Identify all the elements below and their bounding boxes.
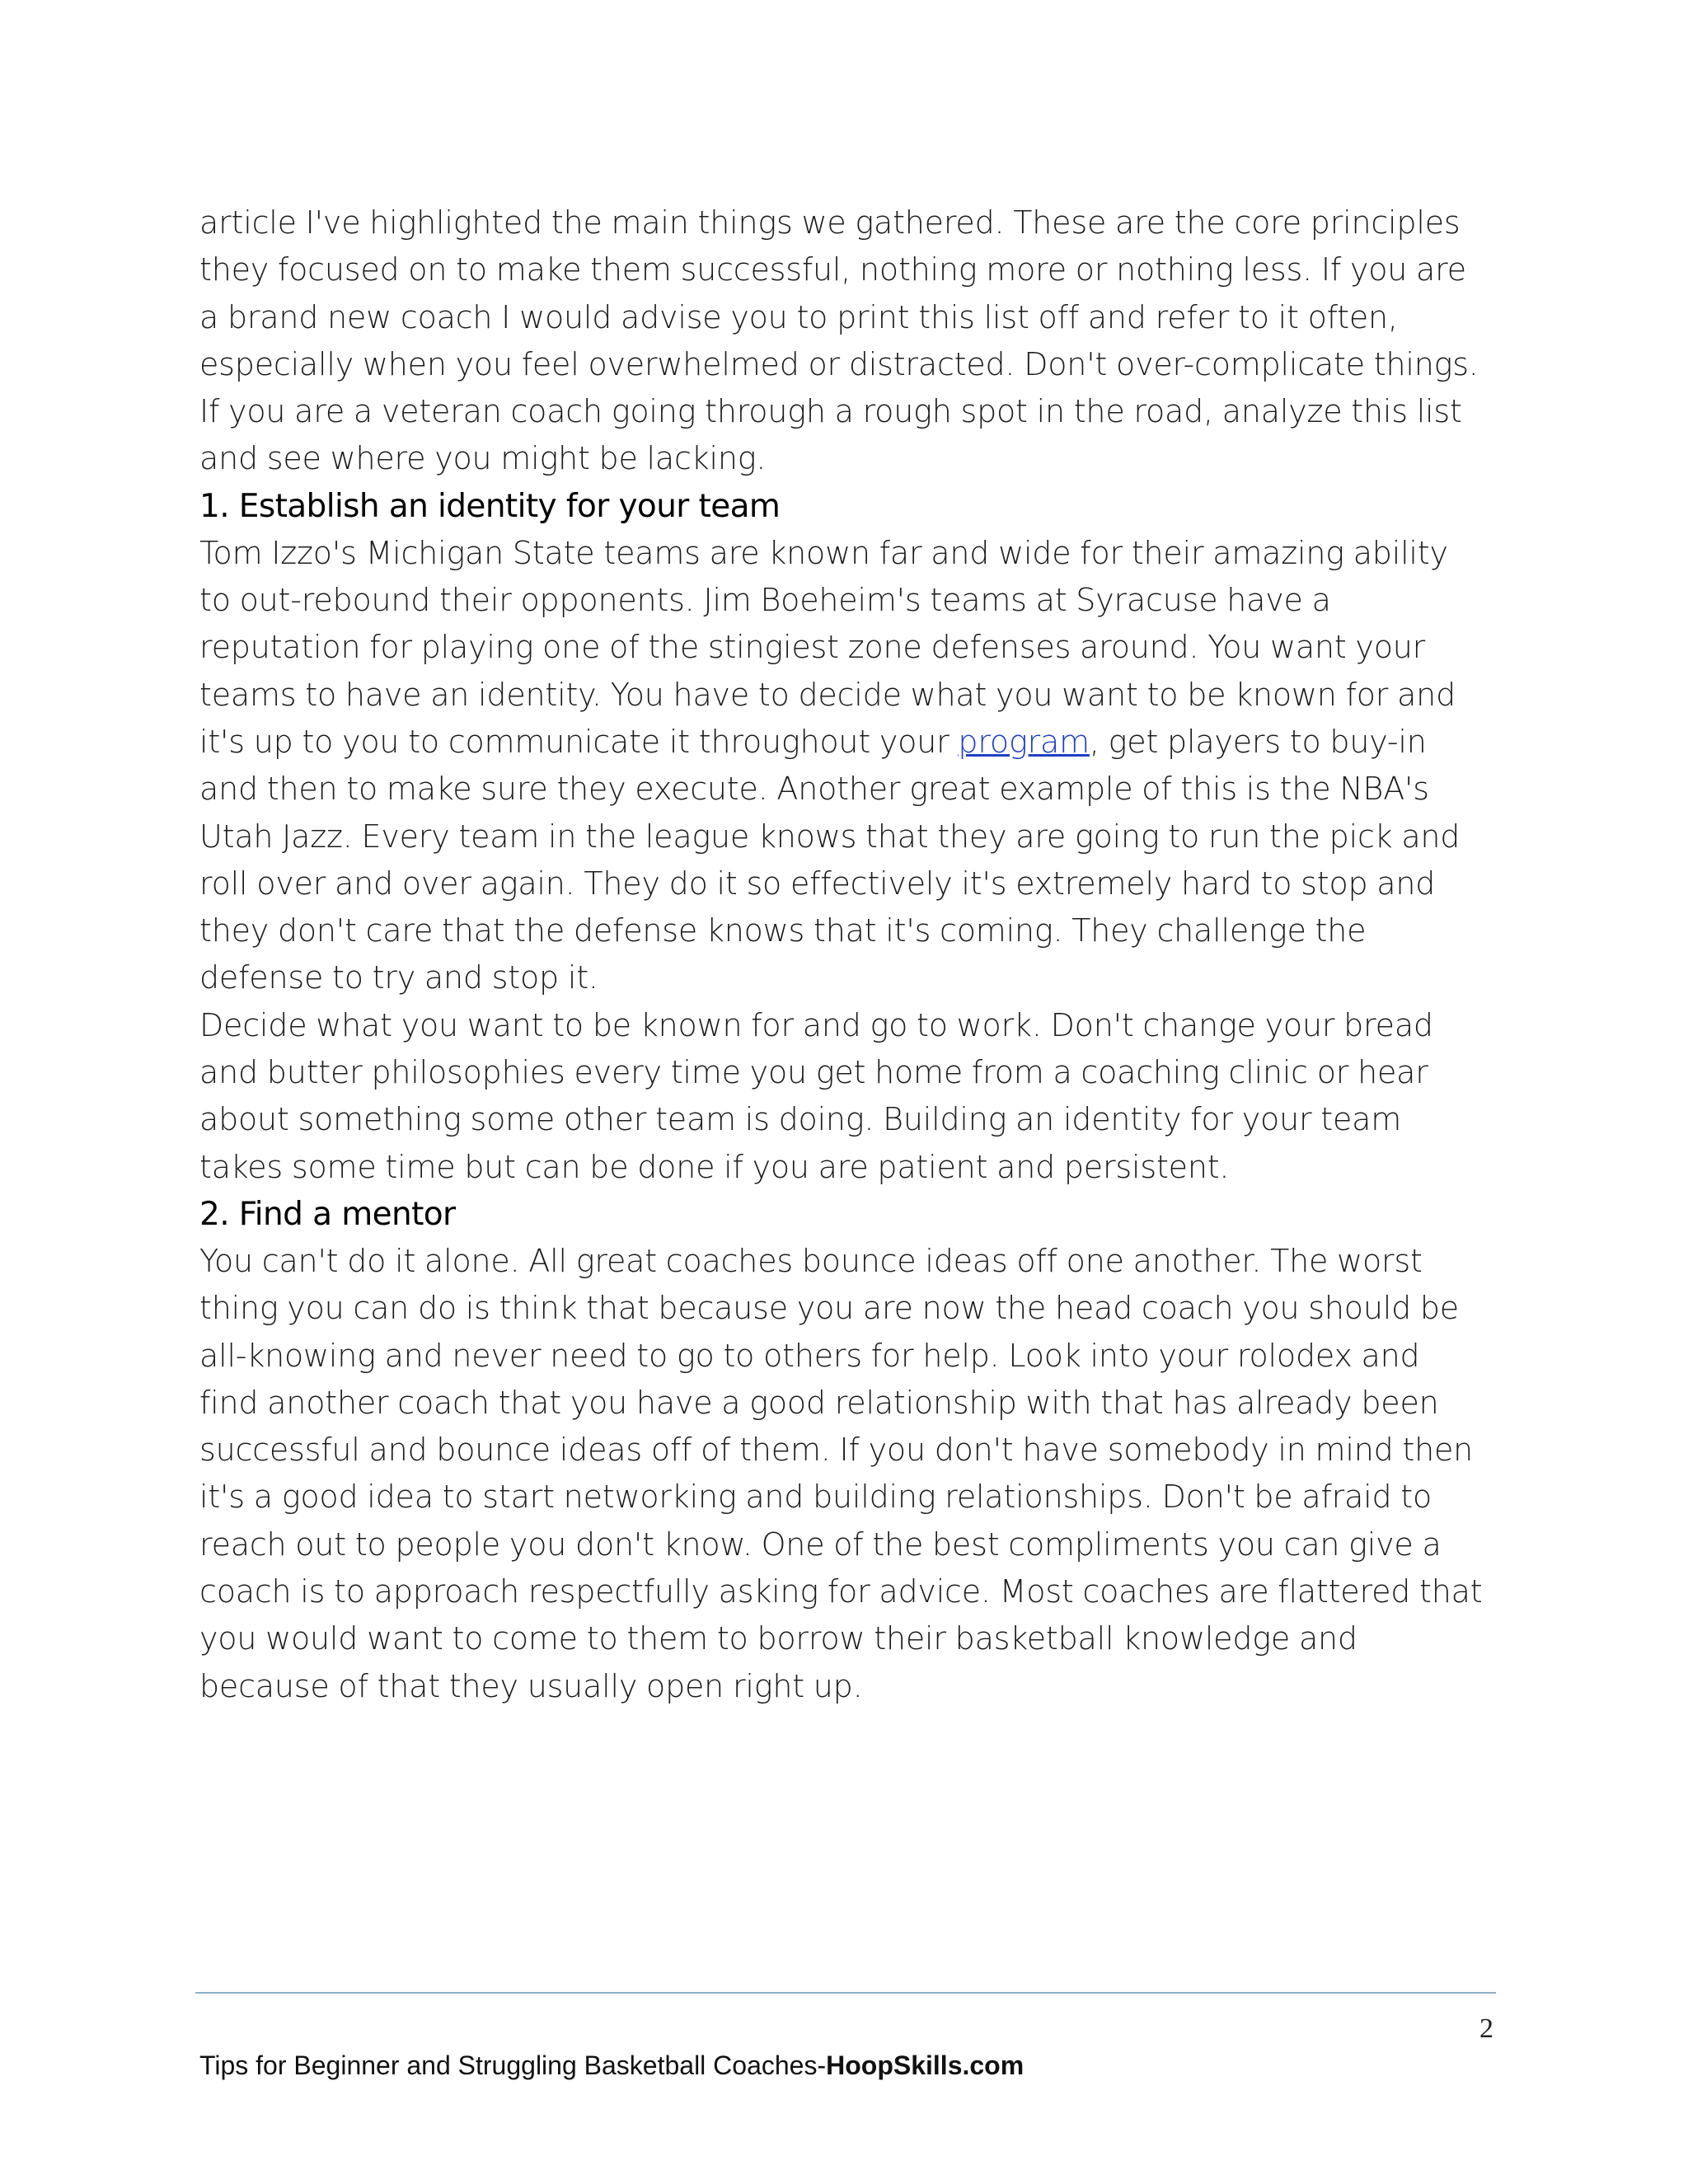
identity-text-part-2: , get players to buy-in and then to make sure they execute. Another great example of this is the NBA's Utah Jazz. Every team in the league knows that they are going to run the pick and roll over and over again. They do it so effectively it's extremely hard to stop and they don't care that the defense knows that it's coming. They challenge the defense to try and stop it. [199,723,1461,996]
footer-brand: HoopSkills.com [826,2050,1025,2080]
section-heading-mentor: 2. Find a mentor [199,1195,456,1233]
mentor-paragraph: You can't do it alone. All great coaches bounce ideas off one another. The worst thing you can do is think that because you are now the head coach you should be all-knowing and never need to go to others for help. Look into your rolodex and find another coach that you have a good relationship with that has already been successful and bounce ideas off of them. If you don't have somebody in mind then it's a good idea to start networking and building relationships. Don't be afraid to reach out to people you don't know. One of the best compliments you can give a coach is to approach respectfully asking for advice. Most coaches are flattered that you would want to come to them to borrow their basketball knowledge and because of that they usually open right up. [199,1242,1483,1704]
footer-divider [195,1992,1496,1994]
section-heading-identity: 1. Establish an identity for your team [199,487,781,525]
program-link[interactable]: program [958,723,1090,760]
intro-paragraph: article I've highlighted the main things we gathered. These are the core principles they focused on to make them successful, nothing more or nothing less. If you are a brand new coach I would advise you to print this list off and refer to it often, especially when you feel overwhelmed or distracted. Don't over-complicate things. If you are a veteran coach going through a rough spot in the road, analyze this list and see where you might be lacking. [199,204,1479,477]
page-content [199,199,1510,1710]
footer-title [199,2050,1024,2081]
identity-paragraph [199,530,1510,1002]
identity-second-paragraph: Decide what you want to be known for and go to work. Don't change your bread and butter philosophies every time you get home from a coaching clinic or hear about something some other team is doing. Building an identity for your team takes some time but can be done if you are patient and persistent. [199,1006,1433,1185]
page-number: 2 [1479,2013,1493,2044]
identity-text-part-1: Tom Izzo's Michigan State teams are known far and wide for their amazing ability to out-rebound their opponents. Jim Boeheim's teams at Syracuse have a reputation for playing one of the stingiest zone defenses around. You want your teams to have an identity. You have to decide what you want to be known for and it's up to you to communicate it throughout your [199,534,1456,760]
footer-title-prefix: Tips for Beginner and Struggling Basketball Coaches- [199,2050,827,2080]
